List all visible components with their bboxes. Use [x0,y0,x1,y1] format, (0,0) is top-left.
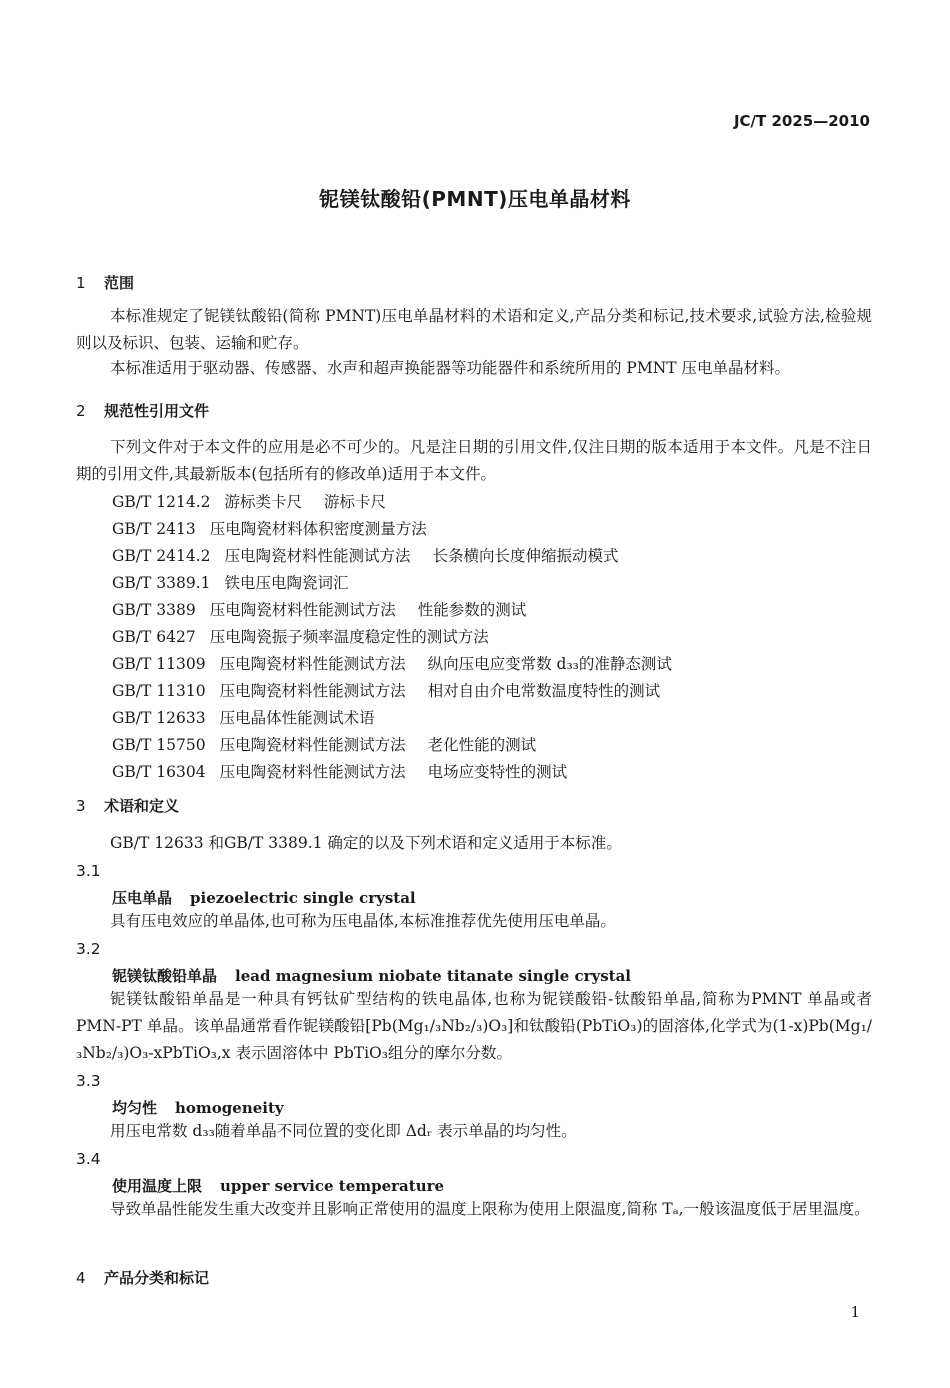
section-4-heading [76,1267,209,1288]
reference-title: 压电陶瓷材料性能测试方法 [219,682,406,700]
reference-title: 铁电压电陶瓷词汇 [224,574,349,592]
reference-item [112,598,526,620]
reference-subtitle: 电场应变特性的测试 [427,763,568,781]
term-en: upper service temperature [220,1177,445,1195]
reference-item [112,517,427,539]
term-number: 3.3 [76,1072,101,1090]
section-title: 范围 [104,274,135,292]
term-heading [112,965,631,986]
reference-title: 压电晶体性能测试术语 [219,709,375,727]
reference-code: GB/T 11310 [112,682,206,700]
reference-subtitle: 相对自由介电常数温度特性的测试 [427,682,661,700]
reference-title: 压电陶瓷材料性能测试方法 [224,547,411,565]
section-title: 规范性引用文件 [104,402,210,420]
reference-code: GB/T 12633 [112,709,206,727]
reference-title: 压电陶瓷材料性能测试方法 [219,763,406,781]
term-heading [112,1175,444,1196]
reference-item [112,571,349,593]
term-heading [112,887,416,908]
section-number: 3 [76,797,86,815]
reference-title: 压电陶瓷材料性能测试方法 [219,655,406,673]
reference-subtitle: 纵向压电应变常数 d₃₃的准静态测试 [427,655,672,673]
reference-subtitle: 性能参数的测试 [417,601,527,619]
term-number: 3.4 [76,1150,101,1168]
reference-item [112,544,619,566]
reference-subtitle: 老化性能的测试 [427,736,537,754]
reference-subtitle: 长条横向长度伸缩振动模式 [432,547,619,565]
reference-code: GB/T 2413 [112,520,196,538]
reference-item [112,760,567,782]
section-number: 4 [76,1269,86,1287]
document-title: 铌镁钛酸铅(PMNT)压电单晶材料 [319,187,631,211]
section-title: 产品分类和标记 [104,1269,210,1287]
section-title: 术语和定义 [104,797,180,815]
reference-code: GB/T 11309 [112,655,206,673]
term-heading [112,1097,284,1118]
reference-title: 压电陶瓷振子频率温度稳定性的测试方法 [209,628,489,646]
standard-code: JC/T 2025—2010 [733,112,870,130]
section-1-paragraph-1: 本标准规定了铌镁钛酸铅(简称 PMNT)压电单晶材料的术语和定义,产品分类和标记,技术要求,试验方法,检验规则以及标识、包装、运输和贮存。 [76,307,872,352]
reference-code: GB/T 3389.1 [112,574,211,592]
term-zh: 均匀性 [112,1099,158,1117]
term-definition: 用压电常数 d₃₃随着单晶不同位置的变化即 Δdᵣ 表示单晶的均匀性。 [110,1122,577,1140]
reference-title: 压电陶瓷材料性能测试方法 [219,736,406,754]
term-zh: 使用温度上限 [112,1177,203,1195]
reference-code: GB/T 16304 [112,763,206,781]
section-1-heading [76,272,134,293]
reference-code: GB/T 15750 [112,736,206,754]
reference-code: GB/T 6427 [112,628,196,646]
reference-code: GB/T 3389 [112,601,196,619]
reference-item [112,625,489,647]
reference-title: 压电陶瓷材料性能测试方法 [209,601,396,619]
reference-item [112,733,536,755]
section-2-paragraph-1: 下列文件对于本文件的应用是必不可少的。凡是注日期的引用文件,仅注日期的版本适用于本文件。凡是不注日期的引用文件,其最新版本(包括所有的修改单)适用于本文件。 [76,438,872,483]
reference-item [112,706,375,728]
term-definition: 具有压电效应的单晶体,也可称为压电晶体,本标准推荐优先使用压电单晶。 [110,912,616,930]
section-number: 2 [76,402,86,420]
term-zh: 压电单晶 [112,889,173,907]
reference-subtitle: 游标卡尺 [324,493,387,511]
reference-code: GB/T 1214.2 [112,493,211,511]
term-number: 3.1 [76,862,101,880]
term-en: lead magnesium niobate titanate single crystal [235,967,632,985]
term-definition: 导致单晶性能发生重大改变并且影响正常使用的温度上限称为使用上限温度,简称 Tₐ,一般该温度低于居里温度。 [110,1200,870,1218]
section-3-paragraph-1: GB/T 12633 和GB/T 3389.1 确定的以及下列术语和定义适用于本标准。 [110,834,622,852]
reference-item [112,679,660,701]
section-2-heading [76,400,209,421]
reference-title: 游标类卡尺 [224,493,303,511]
reference-code: GB/T 2414.2 [112,547,211,565]
term-en: homogeneity [175,1099,284,1117]
term-number: 3.2 [76,940,101,958]
reference-title: 压电陶瓷材料体积密度测量方法 [209,520,427,538]
section-3-heading [76,795,179,816]
term-en: piezoelectric single crystal [190,889,416,907]
reference-item [112,490,386,512]
page-number: 1 [850,1303,860,1321]
reference-item [112,652,672,674]
term-definition: 铌镁钛酸铅单晶是一种具有钙钛矿型结构的铁电晶体,也称为铌镁酸铅-钛酸铅单晶,简称为PMNT 单晶或者 PMN-PT 单晶。该单晶通常看作铌镁酸铅[Pb(Mg₁/₃Nb₂/₃)O₃]和钛酸铅(PbTiO₃)的固溶体,化学式为(1-x)Pb(Mg₁/₃Nb₂/₃)O₃-xPbTiO₃,x 表示固溶体中 PbTiO₃组分的摩尔分数。 [76,990,873,1062]
term-zh: 铌镁钛酸铅单晶 [112,967,218,985]
section-1-paragraph-2: 本标准适用于驱动器、传感器、水声和超声换能器等功能器件和系统所用的 PMNT 压电单晶材料。 [110,359,791,377]
section-number: 1 [76,274,86,292]
